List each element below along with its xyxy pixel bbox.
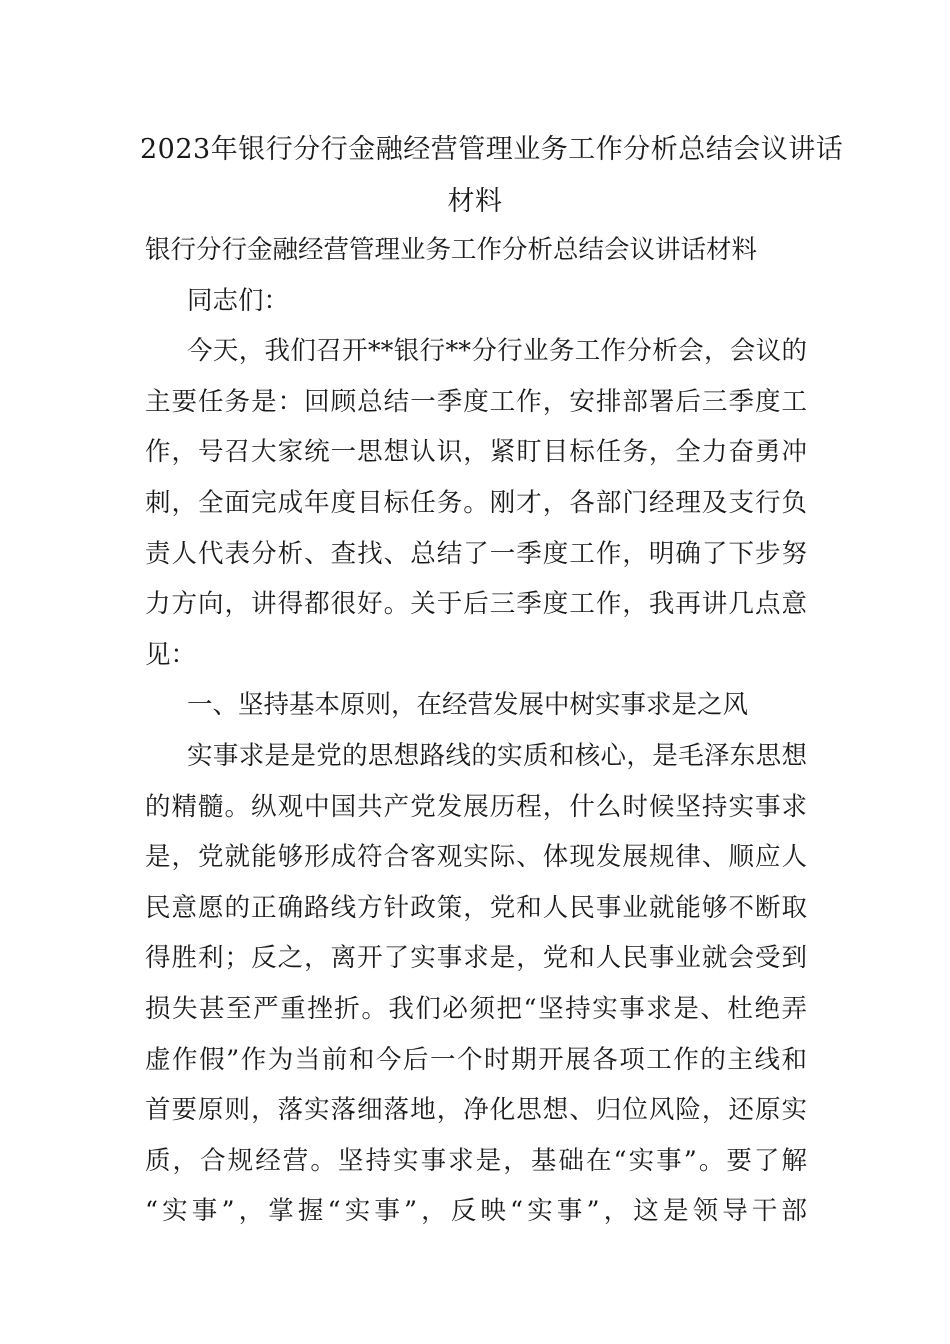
- body-text-line: 一、坚持基本原则，在经营发展中树实事求是之风: [187, 690, 749, 721]
- body-text-line: 今天，我们召开**银行**分行业务工作分析会，会议的: [187, 336, 807, 367]
- body-text-line: 是，党就能够形成符合客观实际、体现发展规律、顺应人: [145, 842, 807, 873]
- body-text-line: 刺，全面完成年度目标任务。刚才，各部门经理及支行负: [145, 488, 807, 518]
- body-text-line: 损失甚至严重挫折。我们必须把“坚持实事求是、杜绝弄: [145, 994, 807, 1024]
- body-text-line: 作，号召大家统一思想认识，紧盯目标任务，全力奋勇冲: [145, 437, 807, 468]
- body-text-line: 银行分行金融经营管理业务工作分析总结会议讲话材料: [145, 235, 758, 265]
- document-title-line-1: 2023年银行分行金融经营管理业务工作分析总结会议讲话: [140, 134, 844, 165]
- body-text-line: 得胜利；反之，离开了实事求是，党和人民事业就会受到: [145, 943, 807, 974]
- body-text-line: 主要任务是：回顾总结一季度工作，安排部署后三季度工: [145, 386, 807, 417]
- body-text-line: 责人代表分析、查找、总结了一季度工作，明确了下步努: [145, 538, 807, 569]
- body-text-line: 实事求是是党的思想路线的实质和核心，是毛泽东思想: [187, 741, 807, 771]
- document-title-line-2: 材料: [447, 186, 503, 217]
- body-text-line: 见：: [145, 639, 197, 670]
- body-text-line: 质，合规经营。坚持实事求是，基础在“实事”。要了解: [145, 1145, 807, 1176]
- body-text-line: 的精髓。纵观中国共产党发展历程，什么时候坚持实事求: [145, 791, 807, 822]
- body-text-line: 首要原则，落实落细落地，净化思想、归位风险，还原实: [145, 1095, 807, 1126]
- body-text-line: 虚作假”作为当前和今后一个时期开展各项工作的主线和: [145, 1044, 807, 1075]
- body-text-line: “实事”，掌握“实事”，反映“实事”，这是领导干部: [145, 1196, 807, 1227]
- body-text-line: 同志们：: [187, 285, 290, 316]
- body-text-line: 民意愿的正确路线方针政策，党和人民事业就能够不断取: [145, 892, 807, 923]
- body-text-line: 力方向，讲得都很好。关于后三季度工作，我再讲几点意: [145, 589, 807, 620]
